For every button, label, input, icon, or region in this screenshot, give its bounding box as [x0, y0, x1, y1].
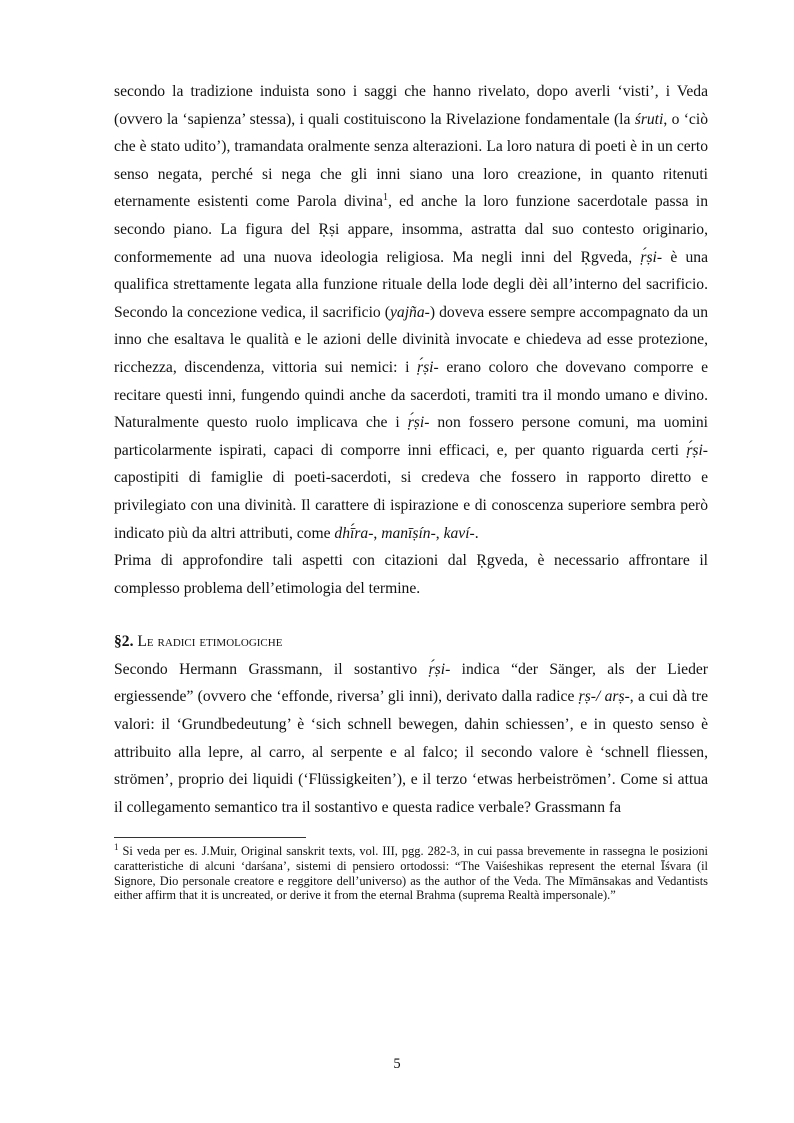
footnote-1 — [114, 844, 708, 902]
italic-term: kaví- — [443, 524, 475, 542]
text-run: Si veda per es. J.Muir, Original sanskrit texts, vol. III, pgg. 282-3, in cui passa brevemente in rassegna le posizioni caratteristiche di alcuni ‘darśana’, sistemi di pensiero ortodossi: “The Vaiśeshikas represent the eternal Īśvara (il Signore, Dio personale creatore e reggitore dell’universo) as the author of the Veda. The Mīmānsakas and Vedantists either affirm that it is uncreated, or derive it from the eternal Brahma (suprema Realtà impersonale).” — [114, 844, 708, 903]
footnote-divider — [114, 837, 306, 838]
text-run: non fossero persone comuni, ma uomini particolarmente ispirati, capaci di comporre inni efficaci, e, per quanto riguarda certi — [114, 414, 708, 459]
italic-term: ṛ́ṣi- — [428, 660, 451, 678]
italic-term: ṛ́ṣi- — [407, 414, 430, 432]
page-body — [114, 78, 708, 903]
body-paragraph-1 — [114, 78, 708, 547]
italic-term: ṛ́ṣi- — [417, 358, 439, 376]
section-heading — [114, 628, 708, 656]
section-title: Le radici etimologiche — [137, 633, 283, 651]
italic-term: manīṣín- — [381, 524, 436, 542]
text-run: Secondo Hermann Grassmann, il sostantivo — [114, 660, 429, 678]
italic-term: yajña- — [390, 303, 430, 321]
text-run: secondo la tradizione induista sono i saggi che hanno rivelato, dopo averli ‘visti’, i Veda (ovvero la ‘sapienza’ stessa), i quali costituiscono la Rivelazione fondamentale (la — [114, 83, 708, 128]
italic-term: dhī́ra- — [334, 524, 374, 542]
italic-term: ṛṣ-/ arṣ- — [578, 688, 630, 706]
text-run: , ed anche la loro funzione sacerdotale passa in secondo piano. La figura del Ṛṣi appare, insomma, astratta dal suo contesto originario, conformemente ad una nuova ideologia religiosa. Ma negli inni del Ṛgveda, — [114, 193, 708, 266]
text-run: erano coloro che dovevano comporre e recitare questi inni, fungendo quindi anche da sacerdoti, tramiti tra il mondo umano e divino. Naturalmente questo ruolo implicava che i — [114, 358, 708, 432]
text-run: , — [435, 524, 444, 542]
italic-term: śruti — [634, 110, 664, 128]
text-run: è una qualifica strettamente legata alla funzione rituale della lode degli dèi all’interno del sacrificio. Secondo la concezione vedica, il sacrificio ( — [114, 248, 709, 321]
section-number: §2. — [114, 633, 134, 651]
text-run: , a cui dà tre valori: il ‘Grundbedeutung’ è ‘sich schnell bewegen, dahin schiessen’, e in questo senso è attribuito alla lepre, al carro, al serpente e al falco; il secondo valore è ‘schnell fliessen, strömen’, proprio dei liquidi (‘Flüssigkeiten’), e il terzo ‘etwas herbeiströmen’. Come si attua il collegamento semantico tra il sostantivo e questa radice verbale? Grassmann fa — [114, 688, 708, 816]
text-run: , o ‘ciò che è stato udito’), tramandata oralmente senza alterazioni. La loro natura di poeti è in un certo senso negata, perché si nega che gli inni siano una loro creazione, in quanto ritenuti eternamente esistenti come Parola divina — [114, 110, 708, 211]
text-run: ) doveva essere sempre accompagnato da un inno che esaltava le qualità e le azioni delle divinità invocate e chiedeva ad esse protezione, ricchezza, discendenza, vittoria sui nemici: i — [114, 303, 708, 376]
text-run: indica “der Sänger, als der Lieder ergiessende” (ovvero che ‘effonde, riversa’ gli inni), derivato dalla radice — [114, 660, 708, 706]
italic-term: ṛ́ṣi- — [686, 441, 708, 459]
footnote-ref: 1 — [382, 192, 388, 204]
text-run: . — [474, 524, 479, 542]
text-run: capostipiti di famiglie di poeti-sacerdoti, si credeva che fossero in rapporto diretto e privilegiato con una divinità. Il carattere di ispirazione e di conoscenza superiore sembra però indicato più da altri attributi, come — [114, 469, 708, 542]
text-run: , — [373, 524, 382, 542]
body-paragraph-2 — [114, 547, 708, 602]
text-run: Prima di approfondire tali aspetti con citazioni dal Ṛgveda, è necessario affrontare il complesso problema dell’etimologia del termine. — [114, 552, 708, 597]
body-paragraph-3 — [114, 656, 708, 822]
footnote-ref: 1 — [114, 842, 119, 853]
page-number: 5 — [393, 1056, 401, 1072]
italic-term: ṛ́ṣi- — [640, 248, 663, 266]
